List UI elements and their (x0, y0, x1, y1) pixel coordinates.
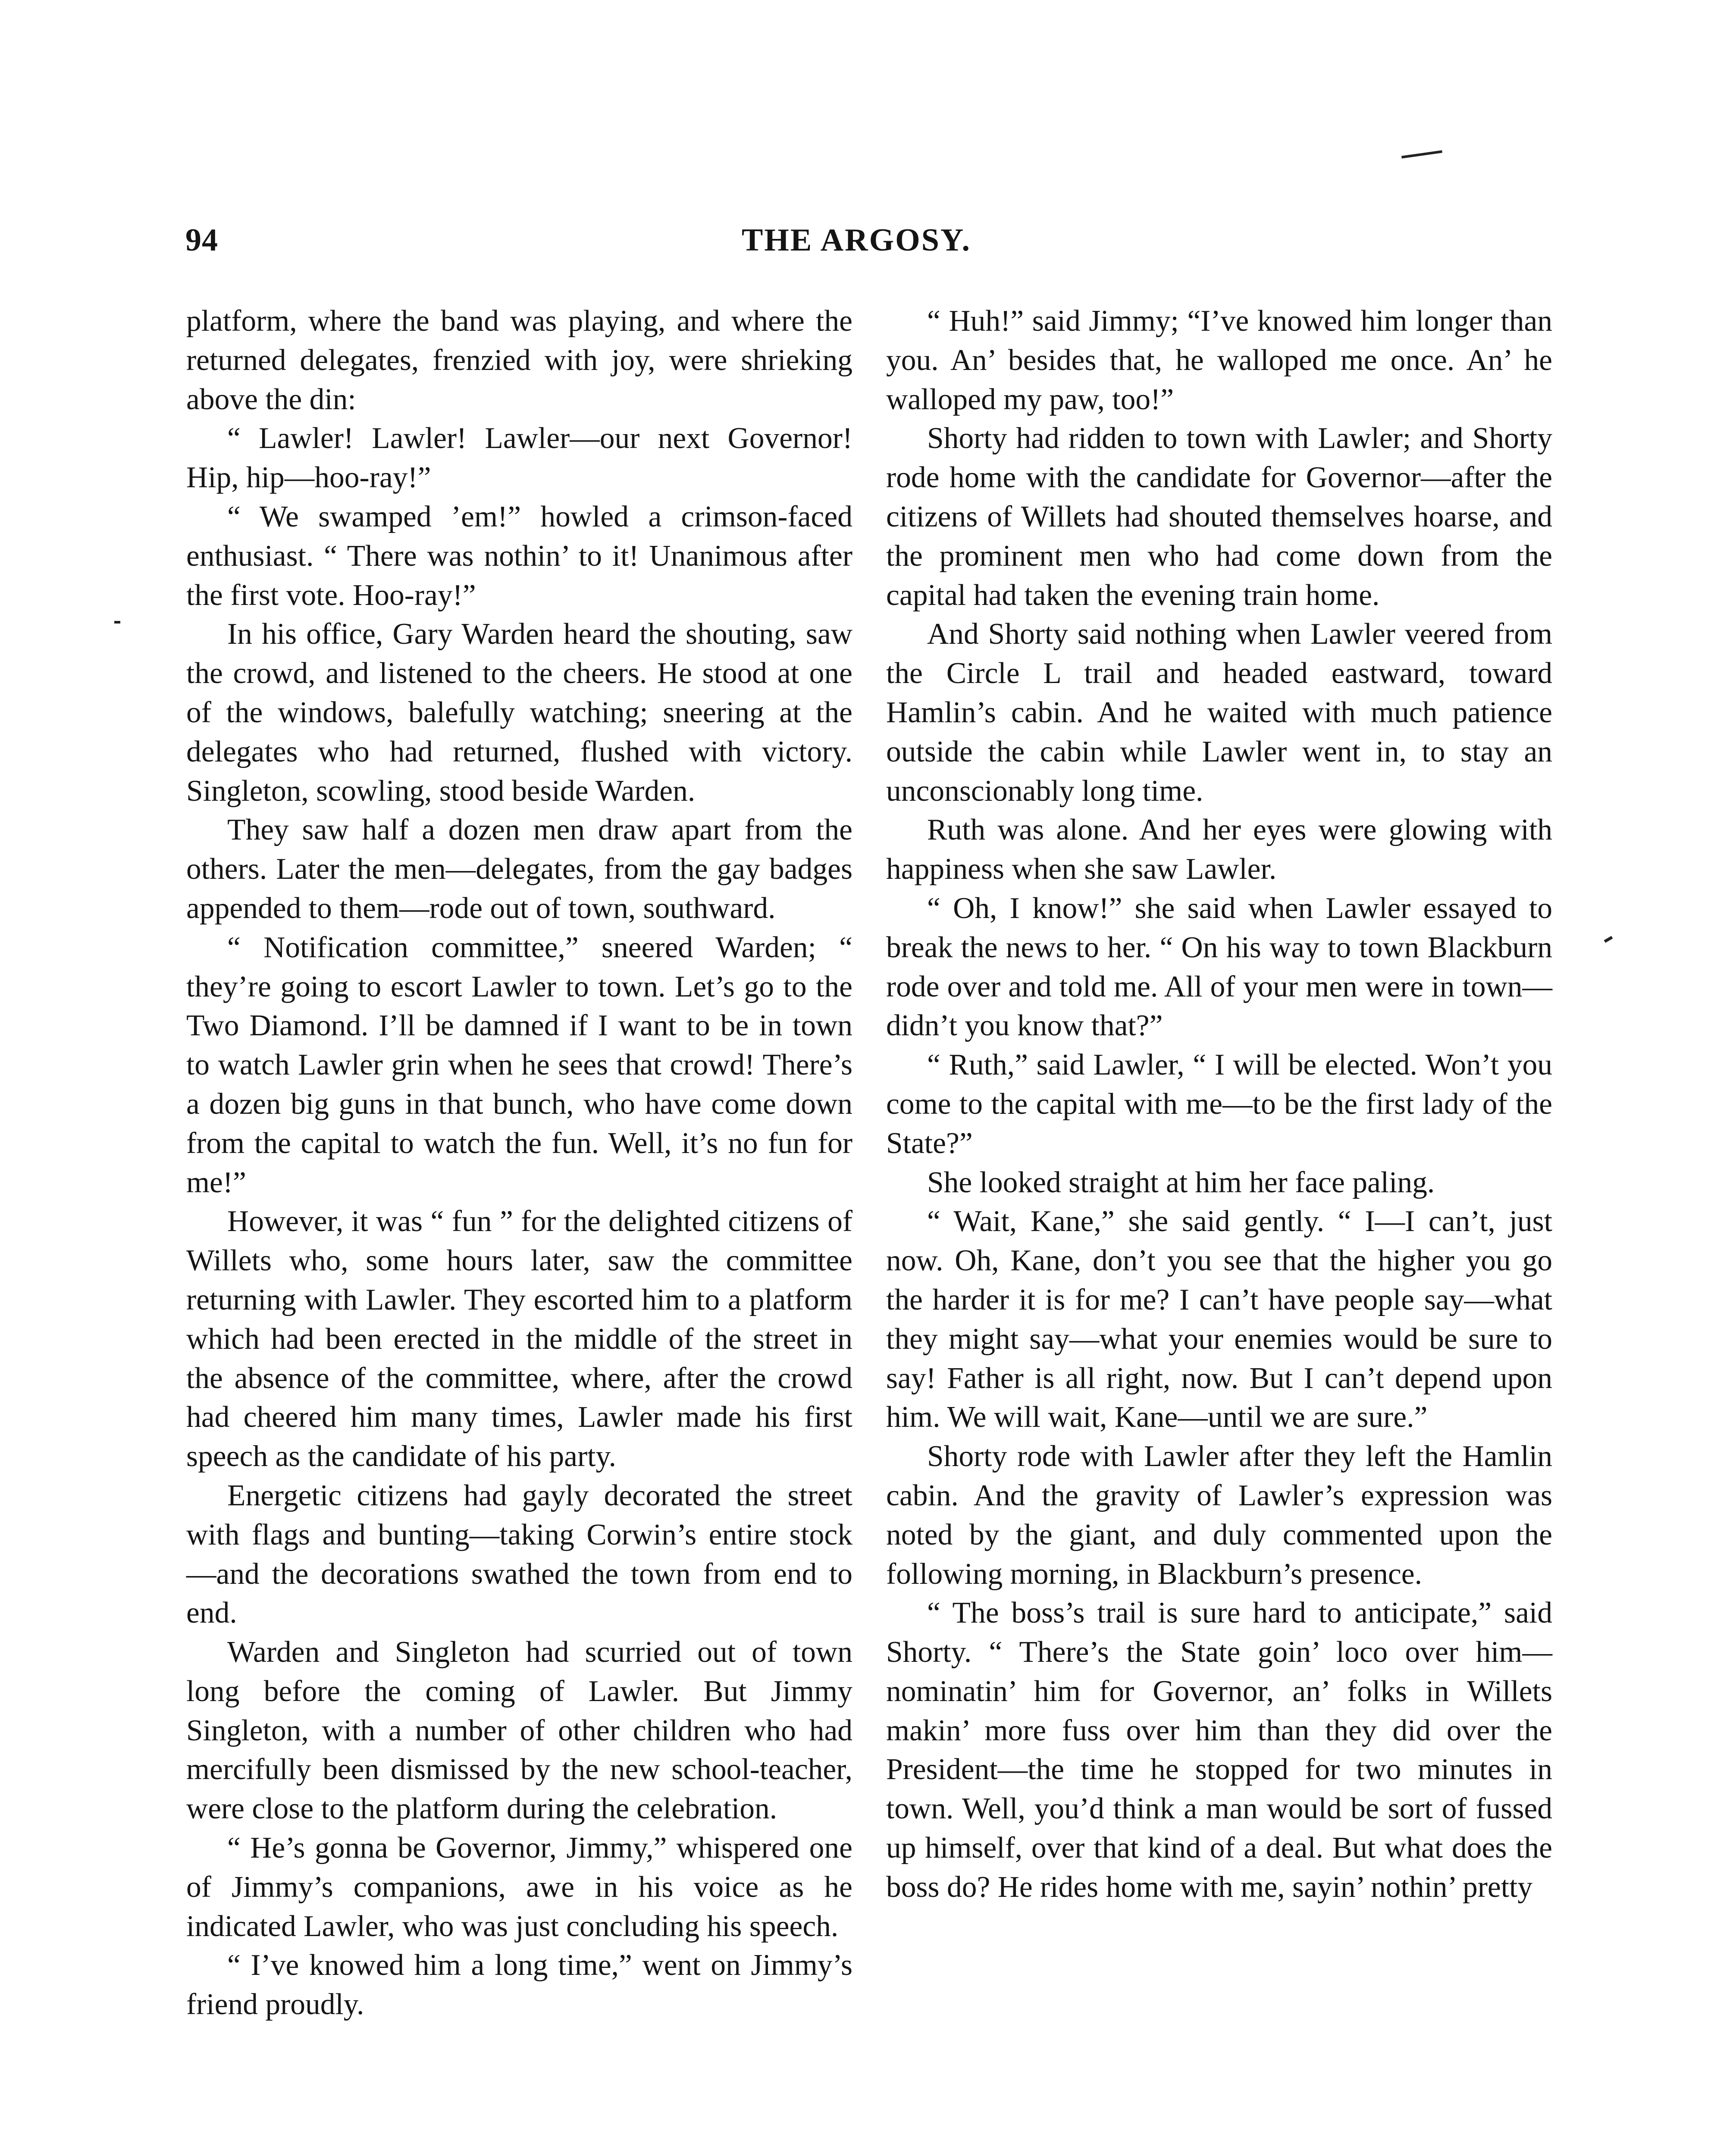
paragraph: platform, where the band was playing, and where the returned delegates, frenzied with joy, were shrieking above the din: (186, 304, 852, 416)
page-header (185, 222, 1552, 274)
margin-mark (1604, 936, 1613, 943)
paragraph: “ Huh!” said Jimmy; “I’ve knowed him longer than you. An’ besides that, he walloped me once. An’ he walloped my paw, too!” (886, 304, 1552, 416)
left-text-column (186, 302, 852, 2024)
margin-mark (114, 621, 120, 624)
paragraph: Shorty had ridden to town with Lawler; and Shorty rode home with the candidate for Governor—after the citizens of Willets had shouted themselves hoarse, and the prominent men who had come down from the capital had taken the evening train home. (886, 422, 1552, 612)
paragraph: “ I’ve knowed him a long time,” went on Jimmy’s friend proudly. (186, 1949, 852, 2021)
paragraph: And Shorty said nothing when Lawler veered from the Circle L trail and headed eastward, toward Hamlin’s cabin. And he waited with much patience outside the cabin while Lawler went in, to stay an unconscionably long time. (886, 617, 1552, 808)
page-number: 94 (185, 222, 218, 258)
corner-mark (1401, 150, 1442, 158)
paragraph: Energetic citizens had gayly decorated the street with flags and bunting—taking Corwin’s entire stock—and the decorations swathed the town from end to end. (186, 1479, 852, 1630)
paragraph: “ He’s gonna be Governor, Jimmy,” whispered one of Jimmy’s companions, awe in his voice as he indicated Lawler, who was just concluding his speech. (186, 1831, 852, 1943)
paragraph: “ Notification committee,” sneered Warden; “ they’re going to escort Lawler to town. Let’s go to the Two Diamond. I’ll be damned if I want to be in town to watch Lawler grin when he sees that crowd! There’s a dozen big guns in that bunch, who have come down from the capital to watch the fun. Well, it’s no fun for me!” (186, 931, 852, 1199)
paragraph: “ Wait, Kane,” she said gently. “ I—I can’t, just now. Oh, Kane, don’t you see that the higher you go the harder it is for me? I can’t have people say—what they might say—what your enemies would be sure to say! Father is all right, now. But I can’t depend upon him. We will wait, Kane—until we are sure.” (886, 1205, 1552, 1434)
paragraph: “ Lawler! Lawler! Lawler—our next Governor! Hip, hip—hoo-ray!” (186, 422, 852, 495)
paragraph: She looked straight at him her face paling. (927, 1166, 1435, 1199)
paragraph: “ We swamped ’em!” howled a crimson-faced enthusiast. “ There was nothin’ to it! Unanimous after the first vote. Hoo-ray!” (186, 500, 852, 612)
paragraph: In his office, Gary Warden heard the shouting, saw the crowd, and listened to the cheers. He stood at one of the windows, balefully watching; sneering at the delegates who had returned, flushed with victory. Singleton, scowling, stood beside Warden. (186, 617, 852, 808)
paragraph: They saw half a dozen men draw apart from the others. Later the men—delegates, from the gay badges appended to them—rode out of town, southward. (186, 813, 852, 925)
paragraph: Warden and Singleton had scurried out of town long before the coming of Lawler. But Jimmy Singleton, with a number of other children who had mercifully been dismissed by the new school-teacher, were close to the platform during the celebration. (186, 1636, 852, 1826)
running-head: THE ARGOSY. (742, 222, 971, 258)
paragraph: Ruth was alone. And her eyes were glowing with happiness when she saw Lawler. (886, 813, 1552, 886)
paragraph: “ Ruth,” said Lawler, “ I will be elected. Won’t you come to the capital with me—to be the first lady of the State?” (886, 1048, 1552, 1160)
right-text-column (886, 302, 1552, 1907)
paragraph: However, it was “ fun ” for the delighted citizens of Willets who, some hours later, saw the committee returning with Lawler. They escorted him to a platform which had been erected in the middle of the street in the absence of the committee, where, after the crowd had cheered him many times, Lawler made his first speech as the candidate of his party. (186, 1205, 852, 1473)
paragraph: “ Oh, I know!” she said when Lawler essayed to break the news to her. “ On his way to town Blackburn rode over and told me. All of your men were in town—didn’t you know that?” (886, 891, 1552, 1043)
paragraph: “ The boss’s trail is sure hard to anticipate,” said Shorty. “ There’s the State goin’ loco over him—nominatin’ him for Governor, an’ folks in Willets makin’ more fuss over him than they did over the President—the time he stopped for two minutes in town. Well, you’d think a man would be sort of fussed up himself, over that kind of a deal. But what does the boss do? He rides home with me, sayin’ nothin’ pretty (886, 1596, 1552, 1904)
paragraph: Shorty rode with Lawler after they left the Hamlin cabin. And the gravity of Lawler’s expression was noted by the giant, and duly commented upon the following morning, in Blackburn’s presence. (886, 1440, 1552, 1591)
